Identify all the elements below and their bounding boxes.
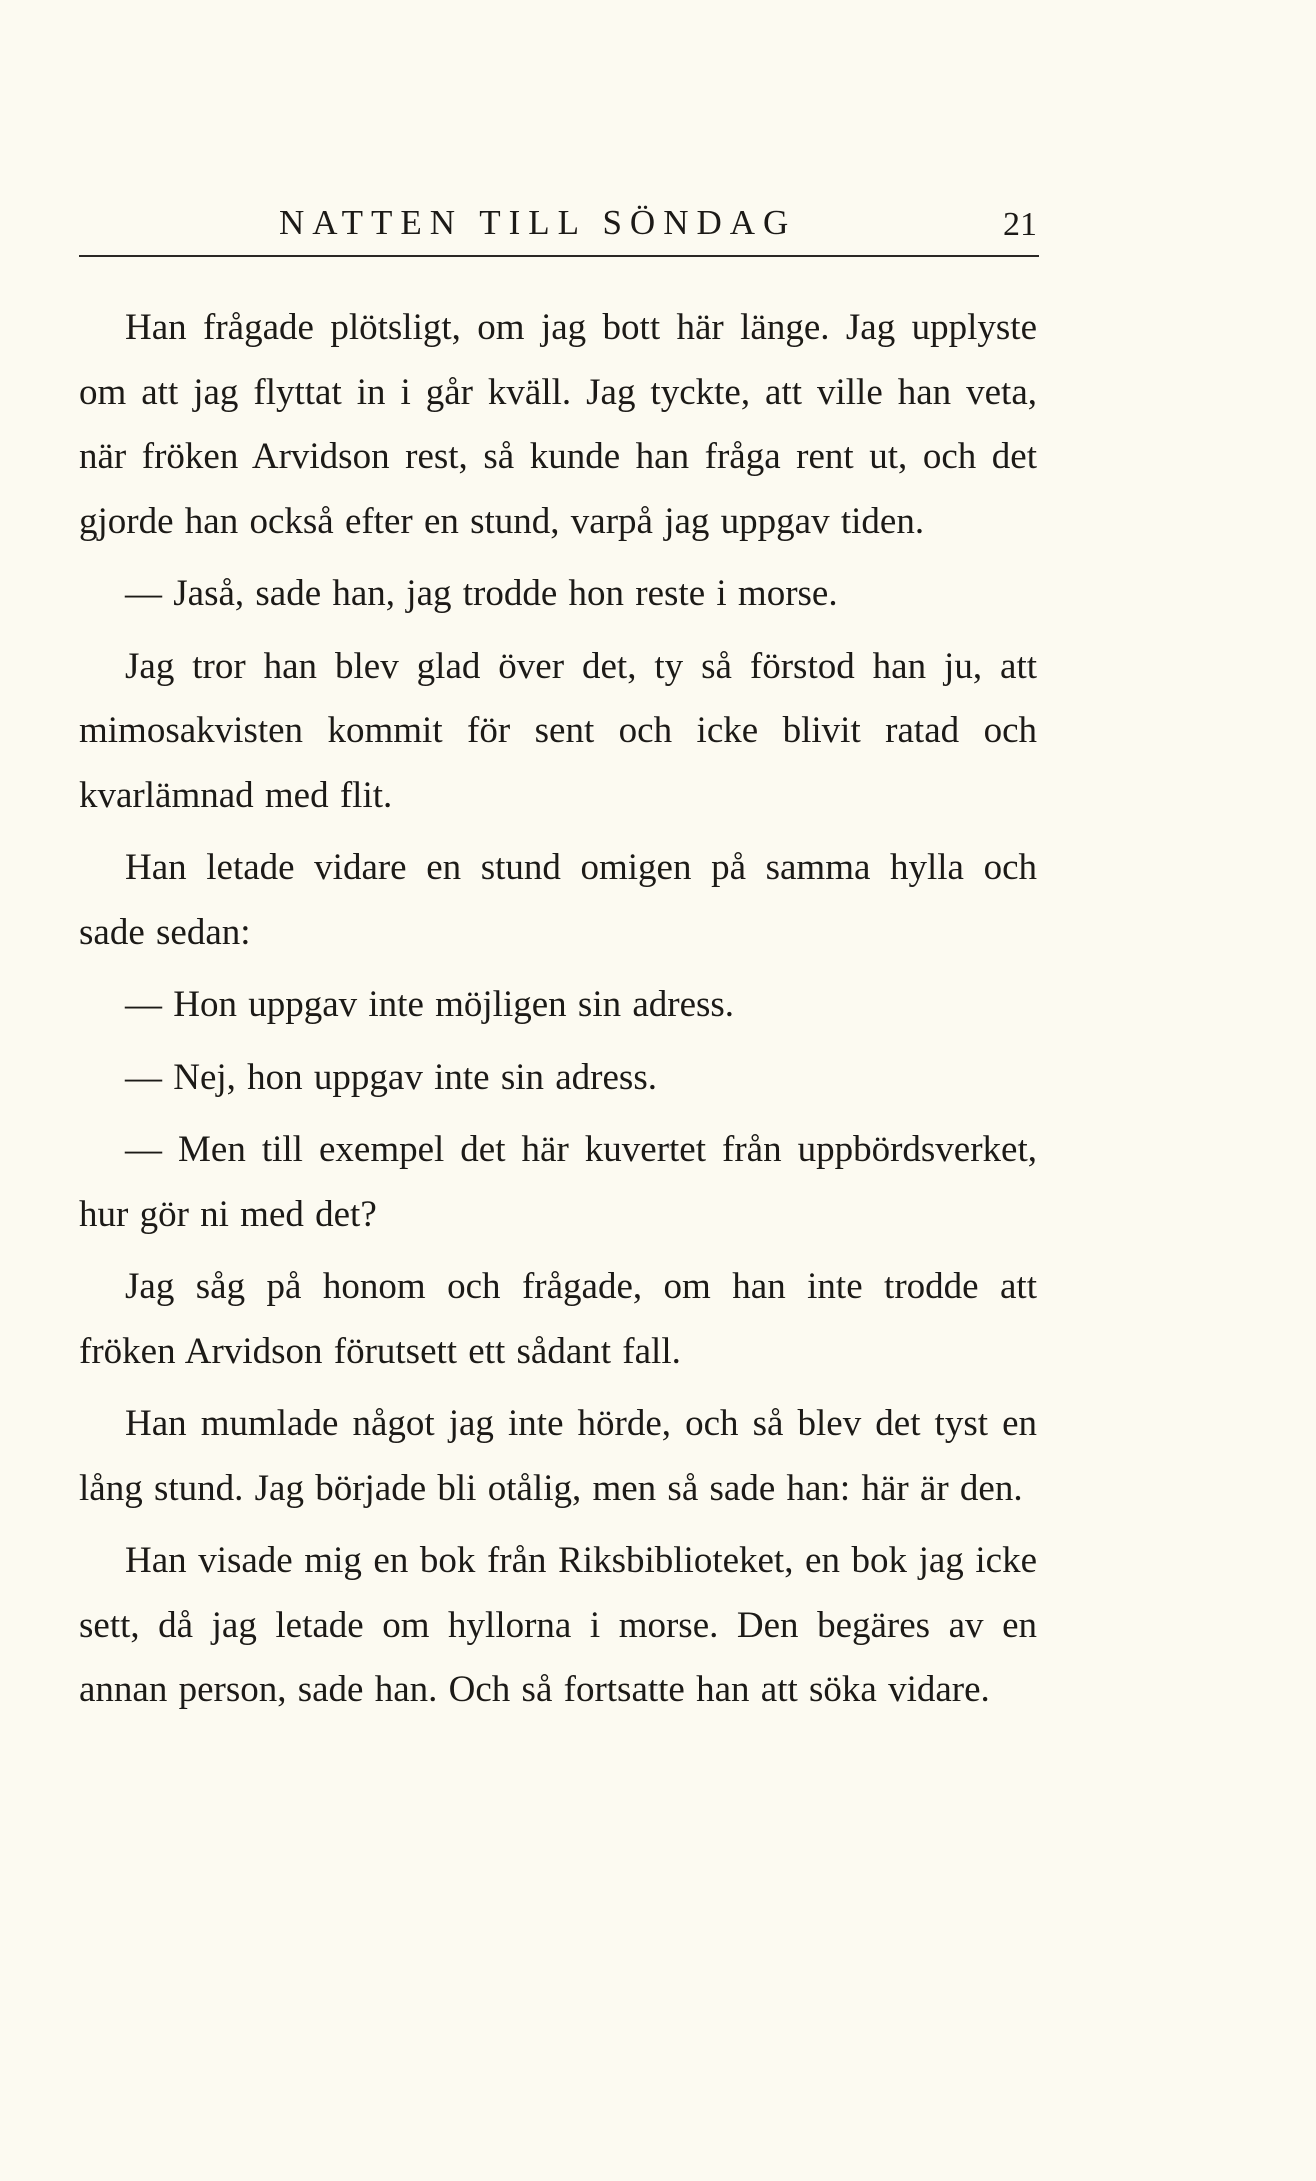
dialogue-line: — Jaså, sade han, jag trodde hon reste i morse.: [125, 573, 838, 614]
page-number: 21: [1003, 206, 1037, 243]
paragraph: Han frågade plötsligt, om jag bott här länge. Jag upplyste om att jag flyttat in i går kväll. Jag tyckte, att ville han veta, när fröken Arvidson rest, så kunde han fråga rent ut, och det gjorde han också efter en stund, varpå jag uppgav tiden.: [79, 307, 1037, 542]
dialogue-line: — Hon uppgav inte möjligen sin adress.: [125, 984, 735, 1025]
header-rule: [79, 255, 1039, 257]
dialogue-line: — Men till exempel det här kuvertet från uppbördsverket, hur gör ni med det?: [79, 1129, 1037, 1235]
running-title: NATTEN TILL SÖNDAG: [279, 203, 797, 242]
body-text: [79, 296, 1037, 1731]
dialogue-line: — Nej, hon uppgav inte sin adress.: [125, 1056, 657, 1098]
paragraph: Jag såg på honom och frågade, om han inte trodde att fröken Arvidson förutsett ett sådant fall.: [79, 1266, 1037, 1372]
paragraph: Han letade vidare en stund omigen på samma hylla och sade sedan:: [79, 847, 1037, 953]
paragraph: Han visade mig en bok från Riksbiblioteket, en bok jag icke sett, då jag letade om hyllorna i morse. Den begäres av en annan person, sade han. Och så fortsatte han att söka vidare.: [79, 1540, 1037, 1710]
paragraph: Jag tror han blev glad över det, ty så förstod han ju, att mimosakvisten kommit för sent och icke blivit ratad och kvarlämnad med flit.: [79, 645, 1037, 816]
paragraph: Han mumlade något jag inte hörde, och så blev det tyst en lång stund. Jag började bli otålig, men så sade han: här är den.: [79, 1403, 1037, 1509]
page-header: [79, 198, 1039, 254]
